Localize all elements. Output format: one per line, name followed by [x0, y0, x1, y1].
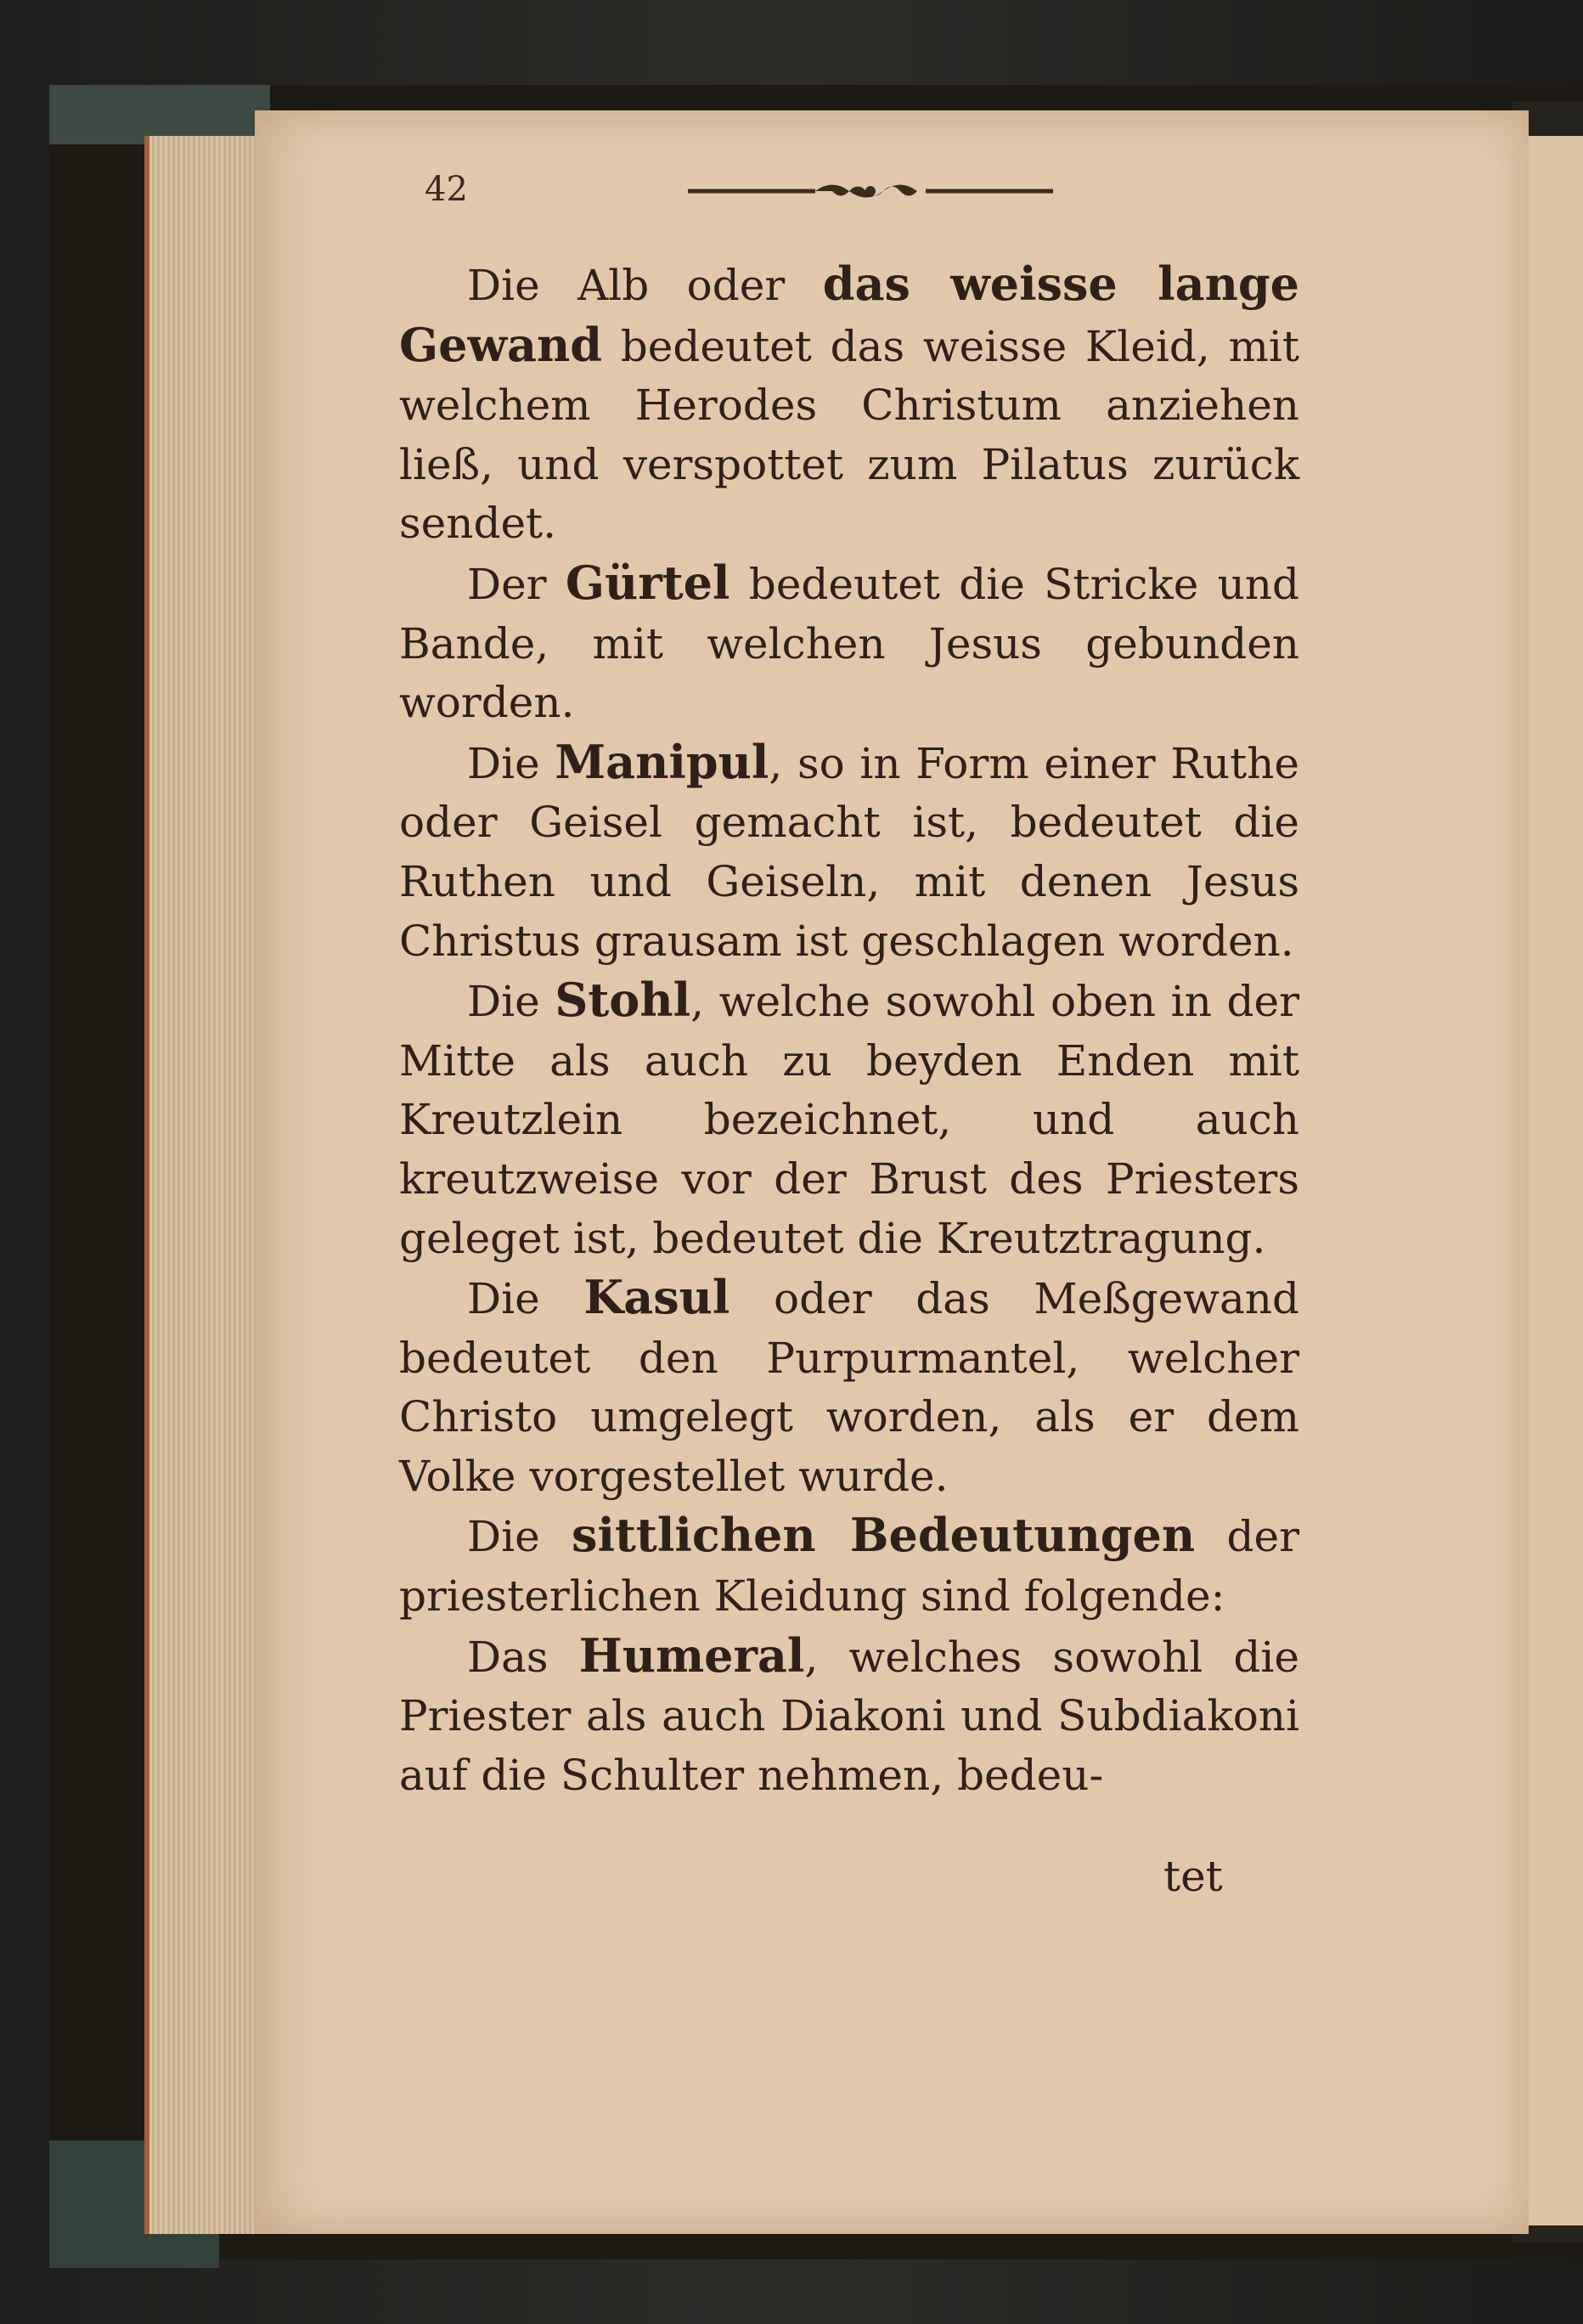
facing-page-edge	[1524, 136, 1583, 2225]
paragraph-kasul: Die Kasul oder das Meßgewand bedeutet den Purpurmantel, welcher Christo umgelegt worden, als er dem Volke vorgestellet wurde.	[399, 1270, 1300, 1501]
paragraph-bedeutungen: Die sittlichen Bedeutungen der priesterlichen Kleidung sind folgende:	[399, 1508, 1299, 1622]
paragraph-alb: Die Alb oder das weisse lange Gewand bedeutet das weisse Kleid, mit welchem Herodes Christum anziehen ließ, und verspottet zum Pilatus zurück sendet.	[399, 257, 1300, 549]
paragraph-humeral: Das Humeral, welches sowohl die Priester als auch Diakoni und Subdiakoni auf die Schulter nehmen, bedeu-	[399, 1627, 1300, 1800]
term-bedeutungen: sittlichen Bedeutungen	[572, 1508, 1196, 1563]
term-manipul: Manipul	[555, 734, 769, 789]
page-number: 42	[425, 170, 468, 209]
paragraph-guertel: Der Gürtel bedeutet die Stricke und Bande, mit welchen Jesus gebunden worden.	[399, 555, 1299, 728]
term-kasul: Kasul	[583, 1270, 730, 1325]
term-stohl: Stohl	[555, 973, 691, 1028]
term-humeral: Humeral	[578, 1627, 805, 1683]
term-gewand: das weisse lange Gewand	[399, 257, 1300, 372]
catchword: tet	[1163, 1852, 1223, 1901]
page-text	[399, 255, 1299, 1805]
term-guertel: Gürtel	[565, 555, 730, 610]
paragraph-manipul: Die Manipul, so in Form einer Ruthe oder Geisel gemacht ist, bedeutet die Ruthen und Geiseln, mit denen Jesus Christus grausam ist geschlagen worden.	[399, 734, 1300, 966]
ornament-rule-icon	[688, 177, 1053, 206]
paragraph-stohl: Die Stohl, welche sowohl oben in der Mitte als auch zu beyden Enden mit Kreutzlein bezeichnet, und auch kreutzweise vor der Brust des Priesters geleget ist, bedeutet die Kreutztragung.	[399, 973, 1300, 1263]
